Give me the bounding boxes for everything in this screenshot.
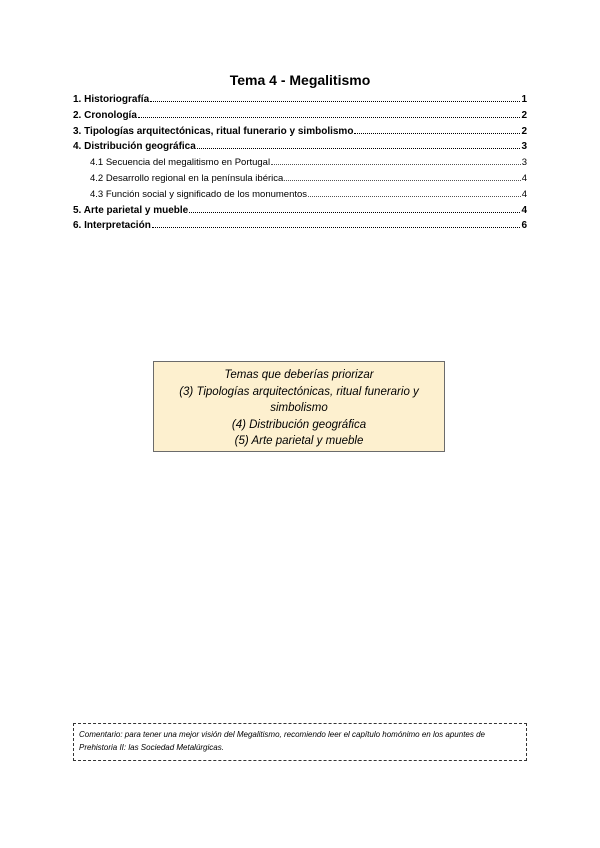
priority-topic-item: (3) Tipologías arquitectónicas, ritual funerario y simbolismo <box>179 385 419 414</box>
toc-leader-dots <box>152 227 521 228</box>
toc-entry-label: 4.1 Secuencia del megalitismo en Portugal <box>90 157 271 169</box>
toc-leader-dots <box>150 101 520 102</box>
toc-entry-page: 2 <box>521 125 527 137</box>
comment-note: Comentario: para tener una mejor visión del Megalitismo, recomiendo leer el capítulo homónimo en los apuntes de Prehistoria II: las Sociedad Metalúrgicas. <box>73 723 527 761</box>
toc-entry-page: 3 <box>521 141 527 153</box>
priority-topic-item: (5) Arte parietal y mueble <box>234 435 364 447</box>
toc-subentry-desarrollo-regional[interactable] <box>73 173 527 189</box>
toc-leader-dots <box>138 117 521 118</box>
toc-entry-label: 3. Tipologías arquitectónicas, ritual funerario y simbolismo <box>73 125 354 137</box>
toc-entry-historiografia[interactable] <box>73 94 527 110</box>
toc-entry-page: 6 <box>521 220 527 232</box>
priority-topic-item: (4) Distribución geográfica <box>231 418 367 431</box>
toc-entry-page: 1 <box>521 94 527 105</box>
toc-entry-tipologias[interactable] <box>73 126 527 142</box>
toc-entry-distribucion[interactable] <box>73 141 527 157</box>
toc-entry-label: 1. Historiografía <box>73 94 150 105</box>
page-title: Tema 4 - Megalitismo <box>229 72 371 88</box>
toc-entry-label: 4. Distribución geográfica <box>73 141 196 153</box>
toc-entry-page: 4 <box>521 172 527 184</box>
toc-entry-label: 4.2 Desarrollo regional en la península ibérica <box>90 172 284 184</box>
toc-leader-dots <box>189 212 520 213</box>
toc-entry-label: 2. Cronología <box>73 109 137 121</box>
toc-entry-cronologia[interactable] <box>73 110 527 126</box>
toc-subentry-portugal[interactable] <box>73 157 527 173</box>
toc-leader-dots <box>271 164 521 165</box>
toc-entry-arte-parietal[interactable] <box>73 205 527 221</box>
priority-topics-box <box>153 361 445 452</box>
priority-box-heading: Temas que deberías priorizar <box>224 369 374 381</box>
toc-entry-page: 4 <box>521 204 527 216</box>
toc-entry-label: 4.3 Función social y significado de los monumentos <box>90 188 308 200</box>
table-of-contents <box>73 94 527 236</box>
toc-subentry-funcion-social[interactable] <box>73 189 527 205</box>
toc-leader-dots <box>197 148 521 149</box>
toc-entry-page: 2 <box>521 109 527 121</box>
toc-leader-dots <box>308 196 521 197</box>
toc-entry-label: 5. Arte parietal y mueble <box>73 204 189 216</box>
toc-entry-page: 3 <box>521 157 527 169</box>
toc-entry-label: 6. Interpretación <box>73 220 151 232</box>
toc-leader-dots <box>354 133 520 134</box>
toc-leader-dots <box>284 180 520 181</box>
toc-entry-page: 4 <box>521 188 527 200</box>
toc-entry-interpretacion[interactable] <box>73 220 527 236</box>
